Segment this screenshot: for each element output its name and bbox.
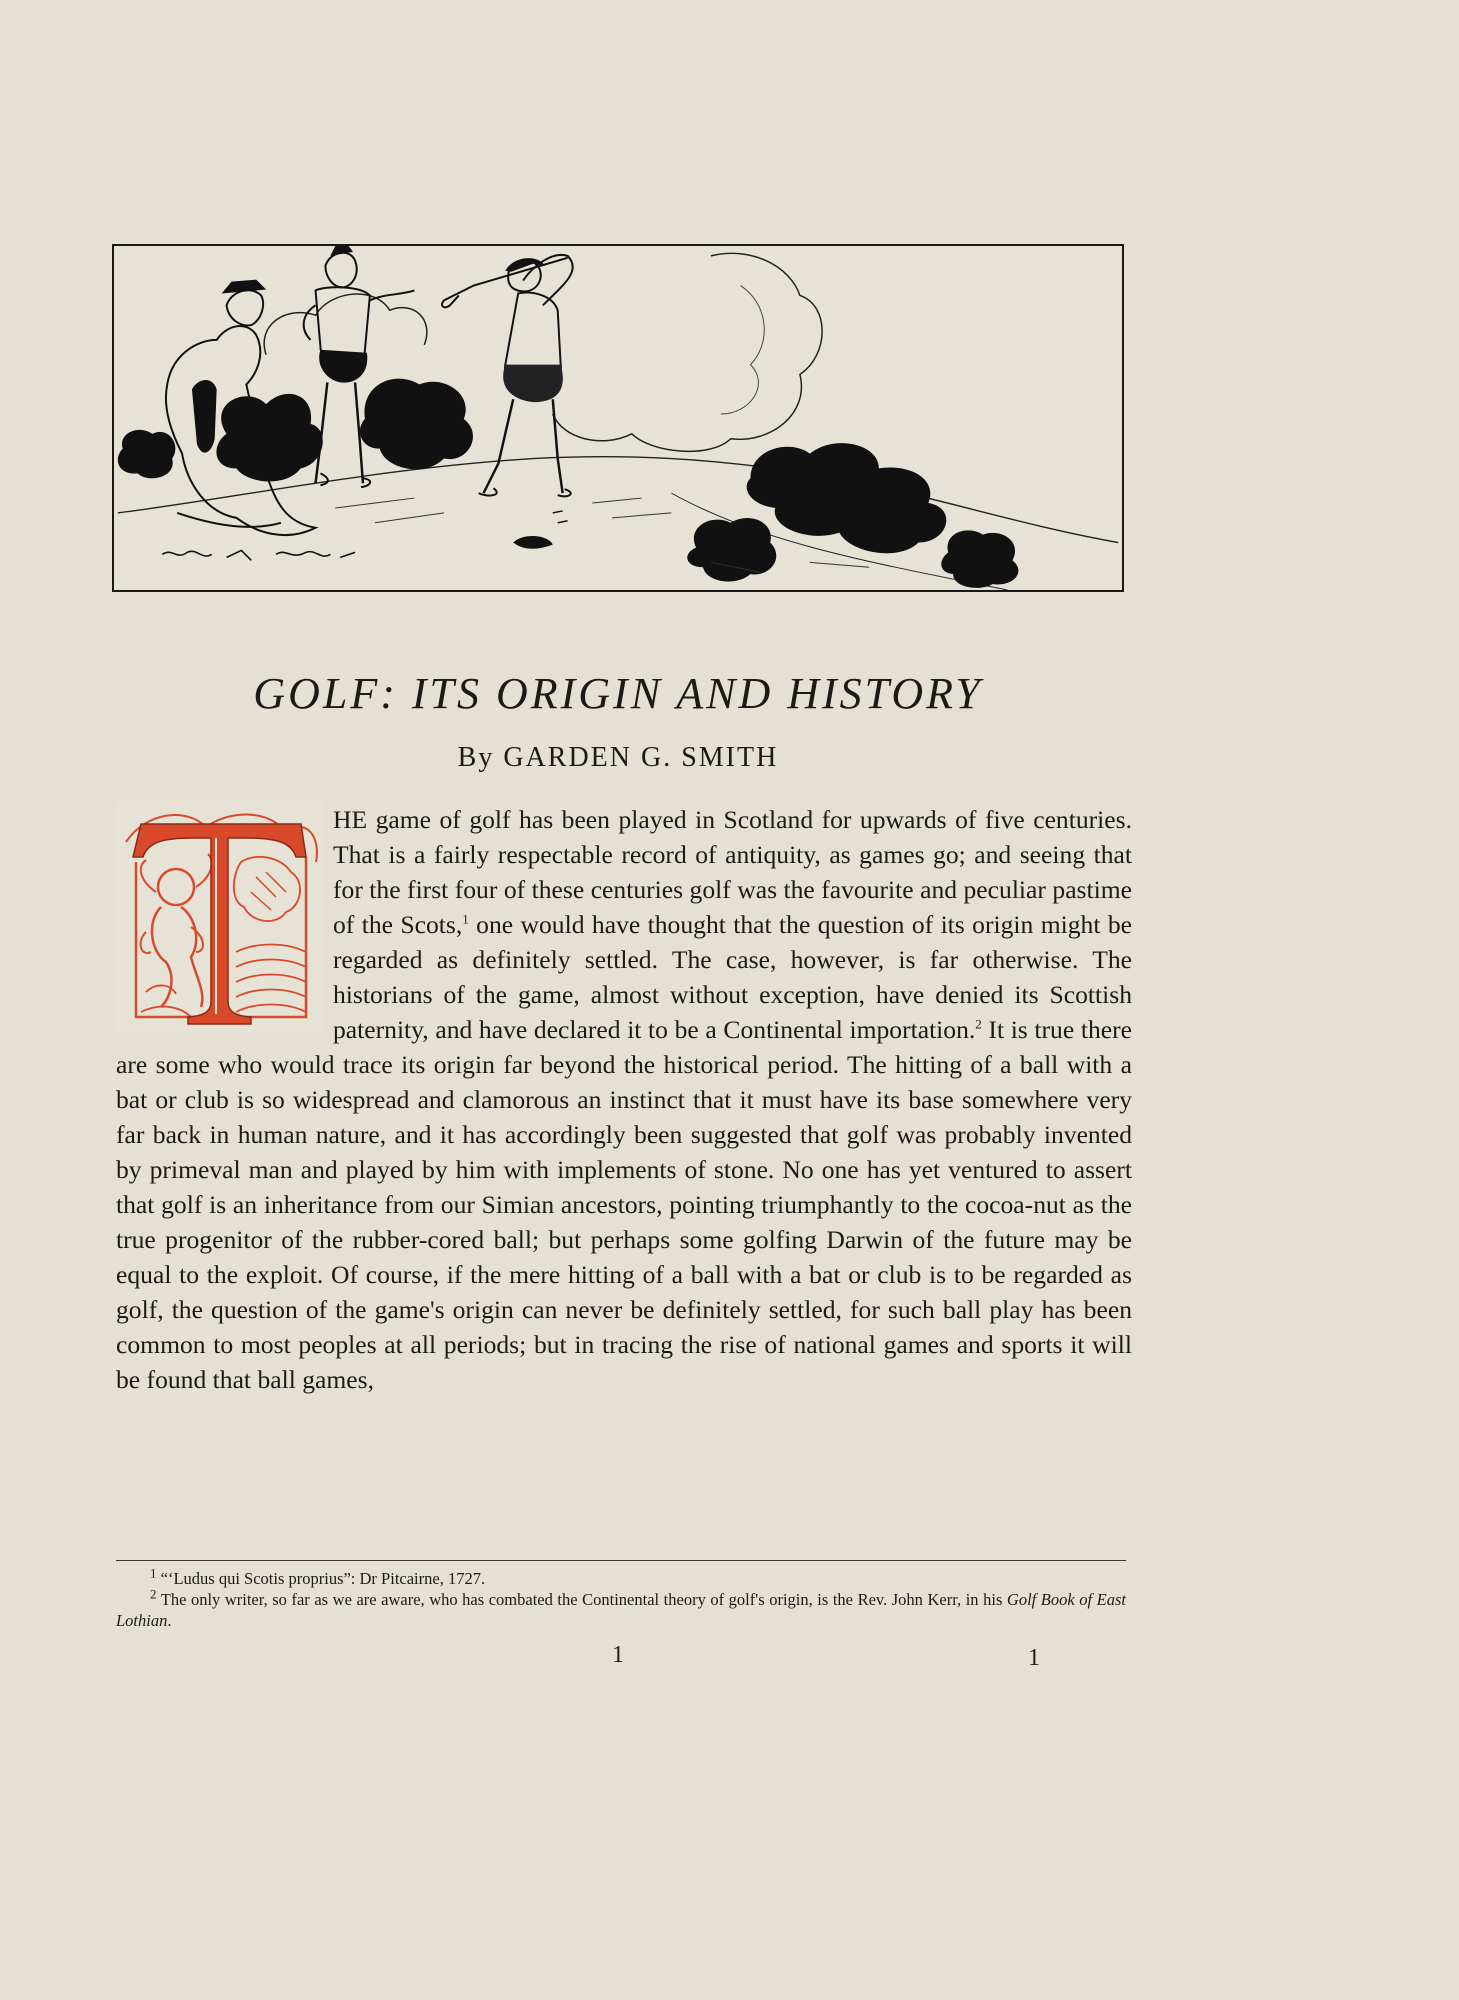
footnotes	[116, 1565, 1126, 1631]
body-text-main: It is true there are some who would trace its origin far beyond the historical period. The hitting of a ball with a bat or club is so widespread and clamorous an instinct that it must have its base somewhere very far back in human nature, and it has accordingly been suggested that golf was probably invented by primeval man and played by him with implements of stone. No one has yet ventured to assert that golf is an inheritance from our Simian ancestors, pointing triumphantly to the cocoa-nut as the true progenitor of the rubber-cored ball; but perhaps some golfing Darwin of the future may be equal to the exploit. Of course, if the mere hitting of a ball with a bat or club is to be regarded as golf, the question of the game's origin can never be definitely settled, for such ball play has been common to most peoples at all periods; but in tracing the rise of national games and sports it will be found that ball games,	[116, 1015, 1132, 1394]
footnote-divider	[116, 1560, 1126, 1561]
footnote-2-marker: 2	[150, 1586, 157, 1602]
body-paragraph	[116, 802, 1132, 1397]
footnote-2-book-title: Golf Book of East Lothian	[116, 1590, 1126, 1630]
body-text-intro: HE game of golf has been played in Scotland for upwards of five centuries. That is a fairly respectable record of antiquity, as games go; and seeing that for the first four of these centuries golf was the favourite and peculiar pastime of the Scots,	[333, 805, 1132, 939]
golfers-scene-image	[114, 246, 1122, 590]
dropcap-ornament-icon	[116, 802, 323, 1034]
footnote-2-text: The only writer, so far as we are aware, who has combated the Continental theory of golf's origin, is the Rev. John Kerr, in his	[156, 1590, 1007, 1609]
dropcap-initial-t	[116, 802, 323, 1034]
body-text-continued: one would have thought that the question of its origin might be regarded as definitely settled. The case, however, is far otherwise. The historians of the game, almost without exception, have denied its Scottish paternity, and have declared it to be a Continental importation.	[333, 910, 1132, 1044]
footnote-ref-1[interactable]: 1	[462, 911, 469, 927]
page-number-right: 1	[1028, 1645, 1040, 1671]
footnote-1-marker: 1	[150, 1565, 157, 1581]
article-title: GOLF: ITS ORIGIN AND HISTORY	[253, 669, 983, 718]
footnote-2-end: .	[167, 1611, 172, 1630]
footnote-1	[116, 1565, 1126, 1589]
footnote-ref-2[interactable]: 2	[975, 1016, 982, 1032]
article-byline: By GARDEN G. SMITH	[457, 742, 779, 773]
golf-illustration	[112, 244, 1124, 592]
page-number-center: 1	[612, 1642, 624, 1668]
footnote-2	[116, 1586, 1126, 1631]
footnote-1-text: “‘Ludus qui Scotis proprius”: Dr Pitcairne, 1727.	[156, 1569, 486, 1588]
